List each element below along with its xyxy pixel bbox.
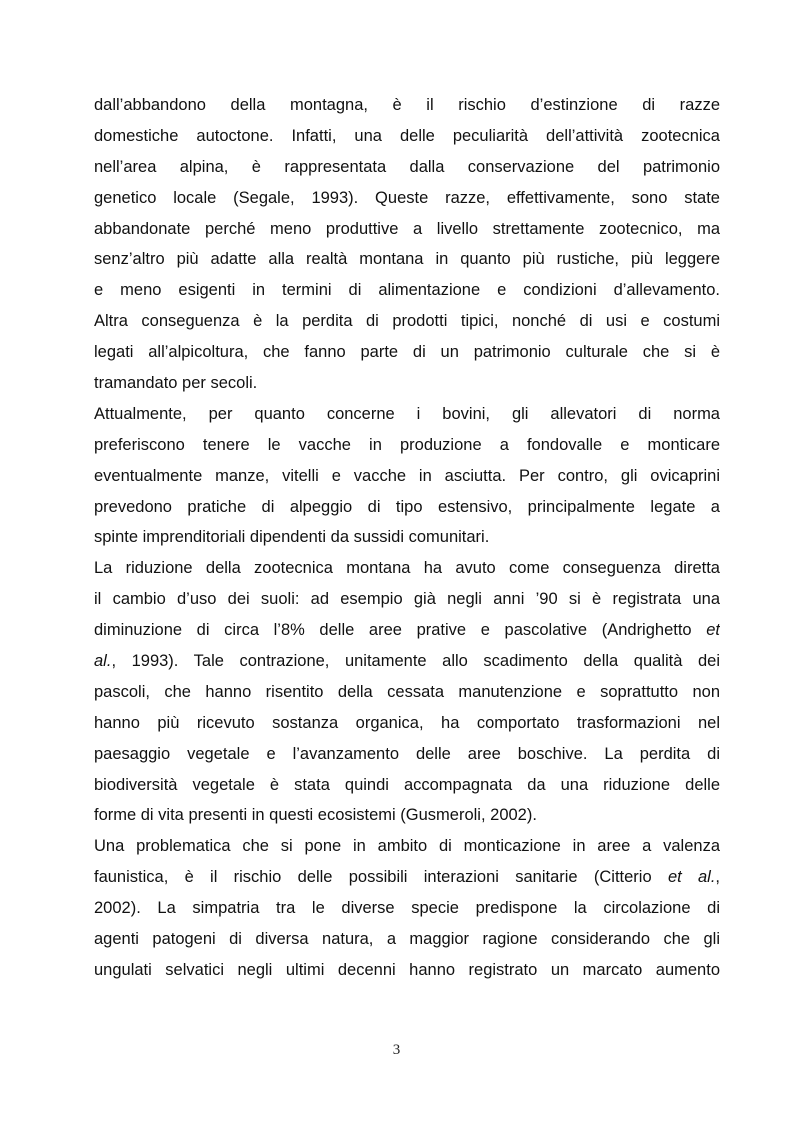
text-segment: genetico locale (Segale, 1993). Queste razze, effettivamente, sono state: [94, 188, 720, 207]
text-segment: biodiversità vegetale è stata quindi accompagnata da una riduzione delle: [94, 775, 720, 794]
text-line: [94, 306, 720, 337]
text-segment: dall’abbandono della montagna, è il rischio d’estinzione di razze: [94, 96, 720, 114]
text-segment: e meno esigenti in termini di alimentazione e condizioni d’allevamento.: [94, 281, 720, 300]
text-segment: prevedono pratiche di alpeggio di tipo estensivo, principalmente legate a: [94, 497, 720, 516]
text-segment: paesaggio vegetale e l’avanzamento delle aree boschive. La perdita di: [94, 744, 720, 763]
text-line: [94, 800, 720, 831]
text-line: [94, 152, 720, 183]
text-segment: ungulati selvatici negli ultimi decenni hanno registrato un marcato aumento: [94, 960, 720, 979]
text-line: [94, 924, 720, 955]
text-line: [94, 584, 720, 615]
italic-text: et: [706, 621, 720, 640]
text-line: [94, 522, 720, 553]
text-line: [94, 955, 720, 986]
text-segment: abbandonate perché meno produttive a livello strettamente zootecnico, ma: [94, 219, 720, 238]
text-line: [94, 461, 720, 492]
text-line: [94, 337, 720, 368]
text-line: [94, 893, 720, 924]
text-segment: il cambio d’uso dei suoli: ad esempio già negli anni ’90 si è registrata una: [94, 590, 720, 609]
text-line: [94, 677, 720, 708]
text-segment: ,: [715, 868, 720, 887]
text-segment: spinte imprenditoriali dipendenti da sussidi comunitari.: [94, 528, 490, 547]
text-line: [94, 492, 720, 523]
text-line: [94, 430, 720, 461]
italic-text: al.: [94, 652, 112, 671]
text-line: [94, 368, 720, 399]
text-segment: preferiscono tenere le vacche in produzione a fondovalle e monticare: [94, 435, 720, 454]
text-line: [94, 553, 720, 584]
text-line: [94, 615, 720, 646]
text-line: [94, 275, 720, 306]
text-line: [94, 399, 720, 430]
italic-text: et al.: [667, 868, 716, 887]
text-line: [94, 214, 720, 245]
text-segment: Una problematica che si pone in ambito di monticazione in aree a valenza: [94, 837, 720, 856]
text-line: [94, 770, 720, 801]
body-text: [94, 90, 720, 986]
text-line: [94, 739, 720, 770]
text-segment: pascoli, che hanno risentito della cessata manutenzione e soprattutto non: [94, 682, 720, 701]
text-segment: Attualmente, per quanto concerne i bovini, gli allevatori di norma: [94, 404, 720, 423]
page-number: 3: [392, 1042, 401, 1058]
text-segment: forme di vita presenti in questi ecosistemi (Gusmeroli, 2002).: [94, 806, 537, 825]
text-segment: 2002). La simpatria tra le diverse specie predispone la circolazione di: [94, 899, 720, 918]
text-line: [94, 121, 720, 152]
text-segment: domestiche autoctone. Infatti, una delle peculiarità dell’attività zootecnica: [94, 126, 720, 145]
text-segment: tramandato per secoli.: [94, 374, 258, 393]
text-line: [94, 831, 720, 862]
text-line: [94, 183, 720, 214]
text-segment: La riduzione della zootecnica montana ha avuto come conseguenza diretta: [94, 559, 720, 578]
text-segment: legati all’alpicoltura, che fanno parte di un patrimonio culturale che si è: [94, 343, 720, 362]
text-segment: faunistica, è il rischio delle possibili interazioni sanitarie (Citterio: [94, 868, 668, 887]
text-line: [94, 862, 720, 893]
text-segment: hanno più ricevuto sostanza organica, ha comportato trasformazioni nel: [94, 713, 720, 732]
text-line: [94, 90, 720, 121]
text-line: [94, 708, 720, 739]
text-line: [94, 646, 720, 677]
text-segment: senz’altro più adatte alla realtà montana in quanto più rustiche, più leggere: [94, 250, 720, 269]
text-segment: eventualmente manze, vitelli e vacche in asciutta. Per contro, gli ovicaprini: [94, 466, 720, 485]
text-segment: Altra conseguenza è la perdita di prodotti tipici, nonché di usi e costumi: [94, 312, 720, 331]
text-segment: , 1993). Tale contrazione, unitamente allo scadimento della qualità dei: [111, 652, 720, 671]
text-segment: diminuzione di circa l’8% delle aree prative e pascolative (Andrighetto: [94, 621, 707, 640]
text-segment: agenti patogeni di diversa natura, a maggior ragione considerando che gli: [94, 930, 720, 949]
text-segment: nell’area alpina, è rappresentata dalla conservazione del patrimonio: [94, 157, 720, 176]
text-line: [94, 244, 720, 275]
